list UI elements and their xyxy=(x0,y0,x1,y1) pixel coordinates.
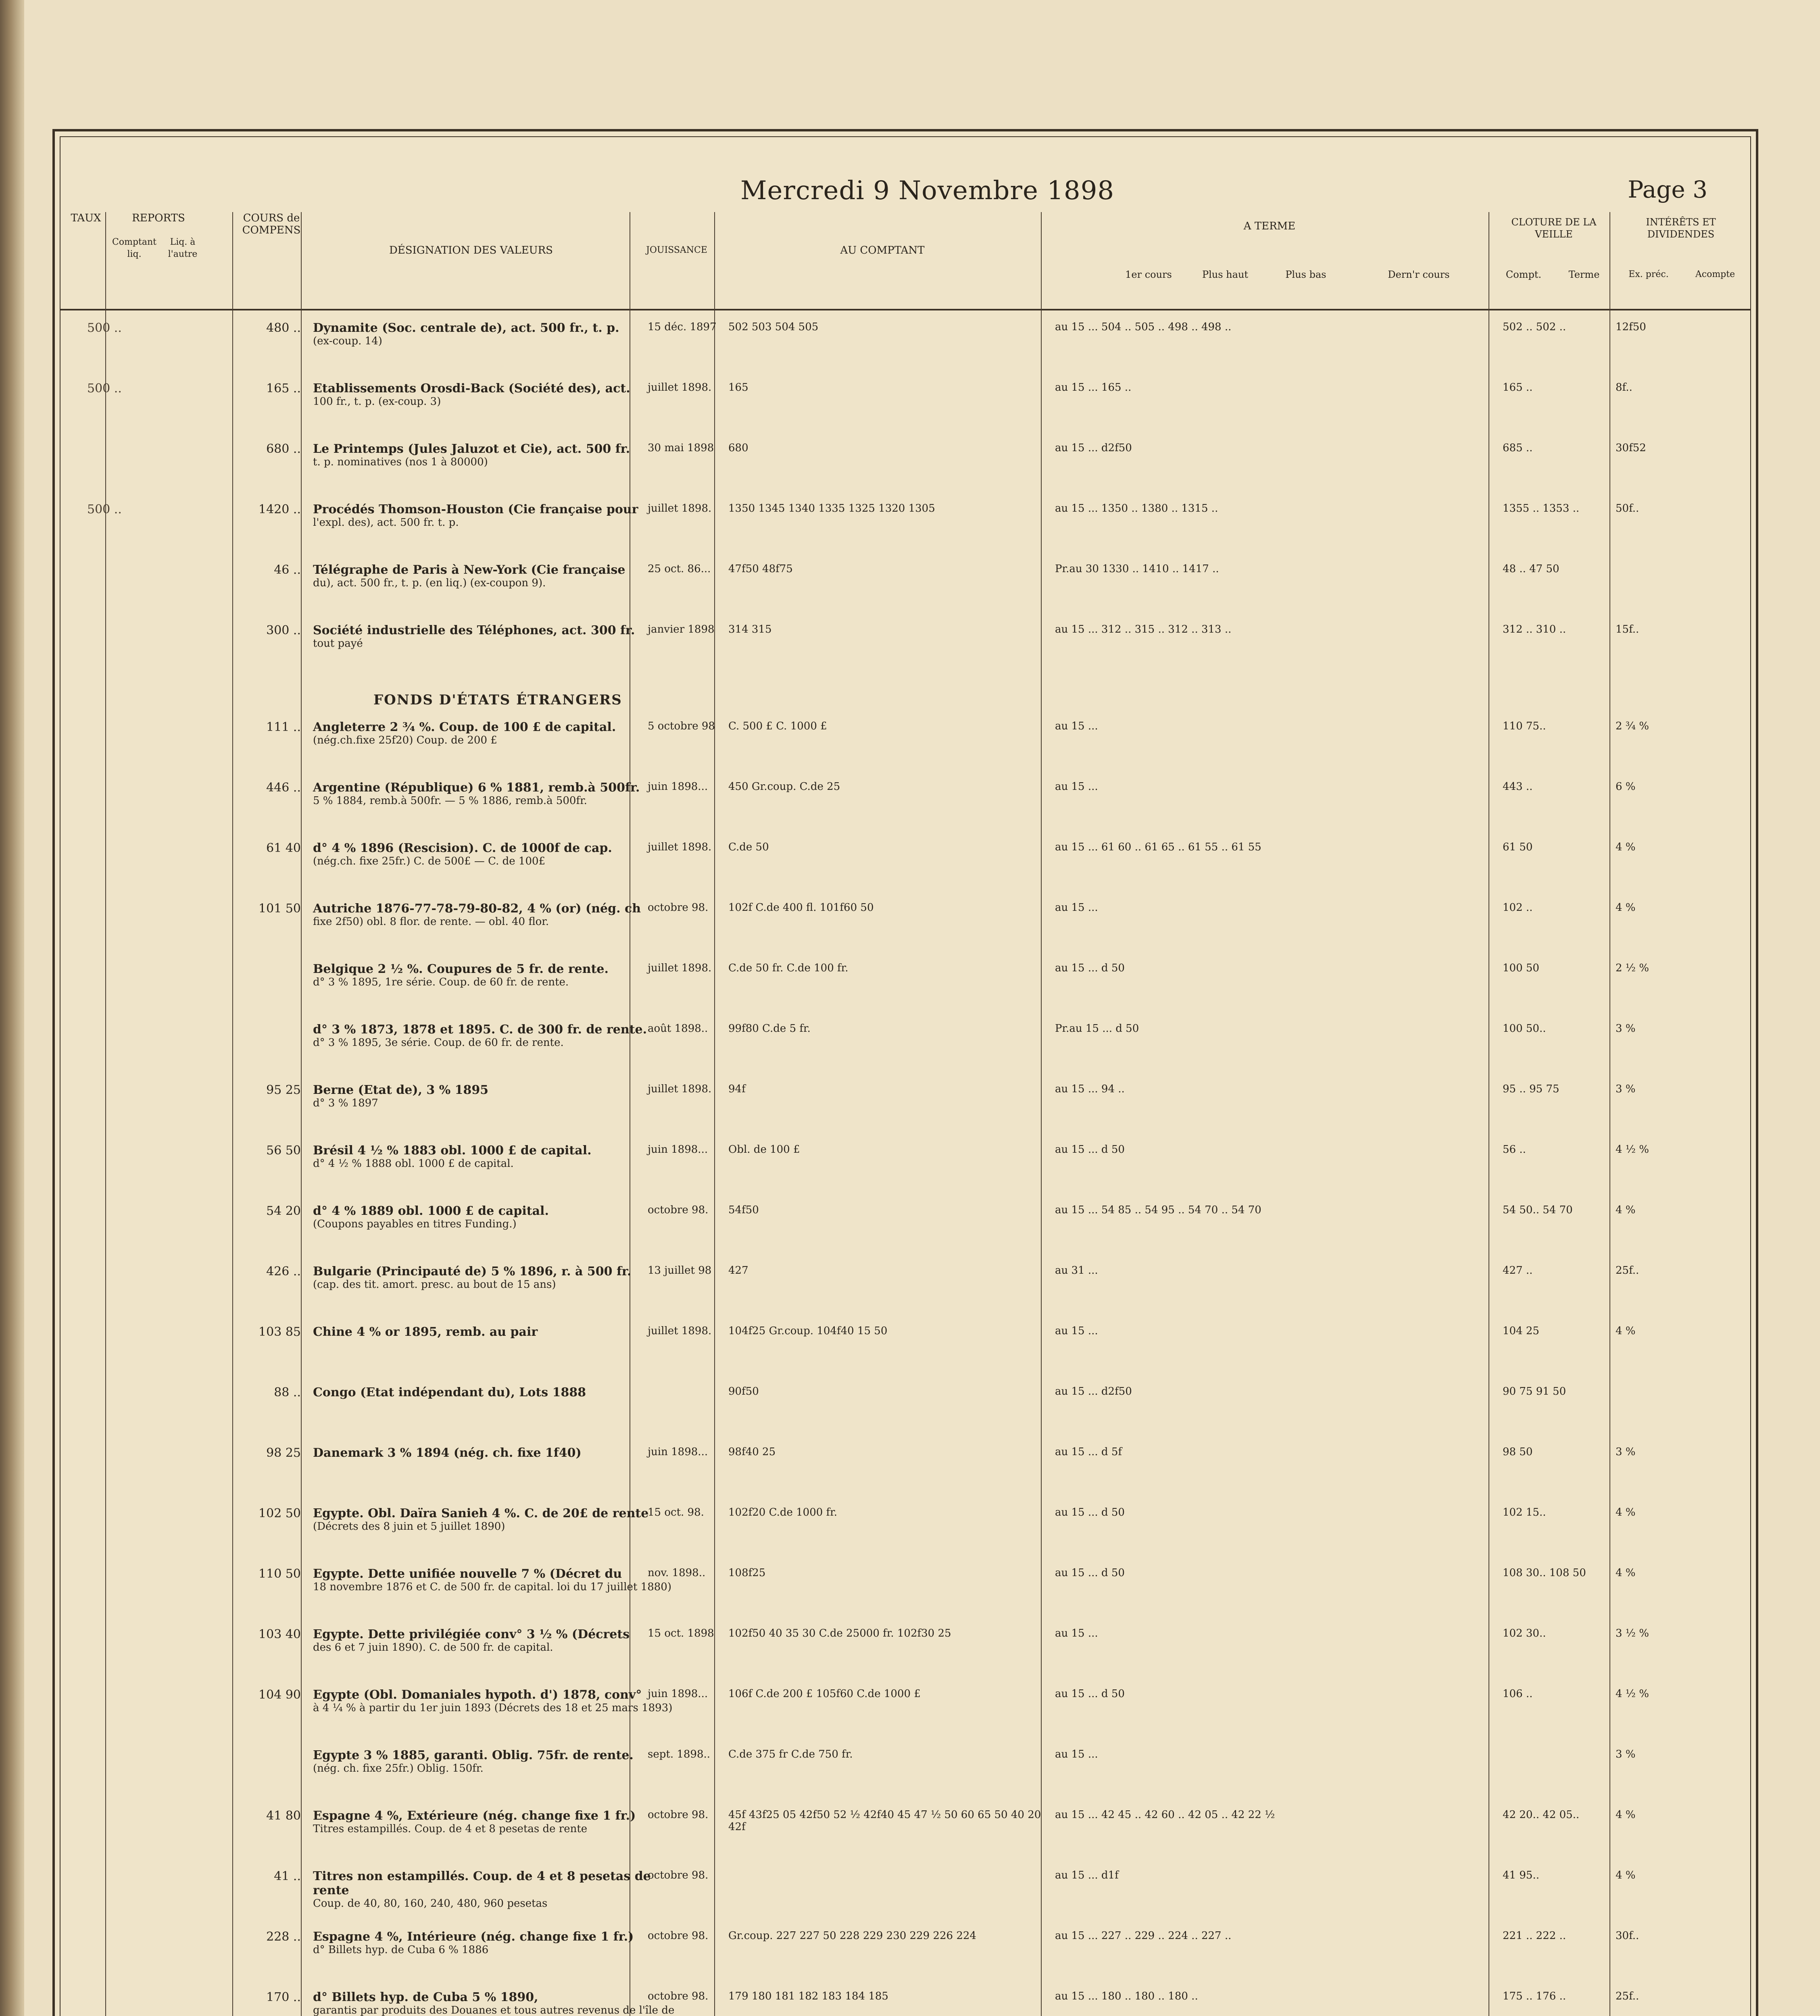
cloture-veille: 502 .. 502 .. xyxy=(1503,321,1566,333)
interets: 30f52 xyxy=(1616,442,1646,454)
terme-prices: au 15 ... d2f50 xyxy=(1055,442,1132,454)
terme-prices: au 15 ... d2f50 xyxy=(1055,1385,1132,1397)
terme-prices: au 15 ... d 50 xyxy=(1055,1143,1125,1156)
jouissance: octobre 98. xyxy=(648,1930,709,1942)
security-detail: d° Billets hyp. de Cuba 6 % 1886 xyxy=(313,1944,489,1956)
terme-prices: au 15 ... 165 .. xyxy=(1055,381,1132,394)
cours-compens: 98 25 xyxy=(266,1446,301,1460)
report-rate: 500 .. xyxy=(87,381,122,396)
interets: 4 % xyxy=(1616,1869,1636,1881)
cloture-veille: 175 .. 176 .. xyxy=(1503,1990,1566,2002)
designation xyxy=(313,1869,676,1910)
jouissance: 5 octobre 98 xyxy=(648,720,715,732)
designation xyxy=(313,1627,676,1654)
terme-prices: au 15 ... d1f xyxy=(1055,1869,1119,1881)
security-detail: (Décrets des 8 juin et 5 juillet 1890) xyxy=(313,1520,505,1533)
cloture-veille: 56 .. xyxy=(1503,1143,1526,1156)
cloture-veille: 48 .. 47 50 xyxy=(1503,563,1559,575)
cours-compens: 46 .. xyxy=(274,563,301,577)
jouissance: nov. 1898.. xyxy=(648,1567,706,1579)
col-plus-haut: Plus haut xyxy=(1202,269,1249,280)
jouissance: sept. 1898.. xyxy=(648,1748,711,1760)
interets: 4 ½ % xyxy=(1616,1688,1649,1700)
quotation-row xyxy=(67,1385,1744,1434)
interets: 4 % xyxy=(1616,1204,1636,1216)
terme-prices: au 15 ... xyxy=(1055,1627,1098,1639)
interets: 4 % xyxy=(1616,902,1636,914)
interets: 2 ¾ % xyxy=(1616,720,1649,732)
quotation-row xyxy=(67,1325,1744,1373)
comptant-prices: 165 xyxy=(728,381,748,394)
quotation-row xyxy=(67,841,1744,889)
security-name: Espagne 4 %, Extérieure (nég. change fixe 1 fr.) xyxy=(313,1809,636,1823)
designation xyxy=(313,381,676,408)
terme-prices: au 15 ... 312 .. 315 .. 312 .. 313 .. xyxy=(1055,623,1232,635)
col-liq-a-lautre: Liq. à l'autre xyxy=(168,237,198,259)
designation xyxy=(313,1506,676,1533)
interets: 25f.. xyxy=(1616,1264,1639,1277)
quotation-row xyxy=(67,623,1744,672)
cours-compens: 111 .. xyxy=(266,720,301,734)
cours-compens: 680 .. xyxy=(266,442,301,456)
cloture-veille: 102 15.. xyxy=(1503,1506,1546,1518)
quotation-row xyxy=(67,1204,1744,1252)
terme-prices: au 15 ... 54 85 .. 54 95 .. 54 70 .. 54 70 xyxy=(1055,1204,1261,1216)
jouissance: 15 oct. 1898 xyxy=(648,1627,714,1639)
interets: 3 % xyxy=(1616,1446,1636,1458)
quotation-row xyxy=(67,781,1744,829)
interets: 3 % xyxy=(1616,1748,1636,1760)
comptant-prices: C.de 50 xyxy=(728,841,769,853)
cours-compens: 41 80 xyxy=(266,1809,301,1823)
comptant-prices: C.de 375 fr C.de 750 fr. xyxy=(728,1748,853,1760)
comptant-prices: 102f20 C.de 1000 fr. xyxy=(728,1506,838,1518)
interets: 4 % xyxy=(1616,841,1636,853)
designation xyxy=(313,781,676,807)
cours-compens: 300 .. xyxy=(266,623,301,637)
terme-prices: au 15 ... 42 45 .. 42 60 .. 42 05 .. 42 22 ½ xyxy=(1055,1809,1275,1821)
designation xyxy=(313,1385,676,1400)
quotation-row xyxy=(67,321,1744,369)
jouissance: juillet 1898. xyxy=(648,962,712,974)
security-detail: 5 % 1884, remb.à 500fr. — 5 % 1886, remb.à 500fr. xyxy=(313,795,587,807)
security-detail: d° 3 % 1895, 1re série. Coup. de 60 fr. de rente. xyxy=(313,976,569,988)
quotation-row xyxy=(67,1506,1744,1555)
cloture-veille: 95 .. 95 75 xyxy=(1503,1083,1559,1095)
security-detail: tout payé xyxy=(313,637,363,650)
designation xyxy=(313,321,676,347)
comptant-prices: 680 xyxy=(728,442,748,454)
security-detail: 18 novembre 1876 et C. de 500 fr. de capital. loi du 17 juillet 1880) xyxy=(313,1581,671,1593)
col-dernier-cours: Dern'r cours xyxy=(1388,269,1450,280)
cours-compens: 102 50 xyxy=(259,1506,301,1520)
comptant-prices: 45f 43f25 05 42f50 52 ½ 42f40 45 47 ½ 50 60 65 50 40 20 42f xyxy=(728,1809,1041,1833)
security-name: Télégraphe de Paris à New-York (Cie française xyxy=(313,563,625,577)
security-name: Autriche 1876-77-78-79-80-82, 4 % (or) (nég. ch xyxy=(313,902,641,916)
comptant-prices: 502 503 504 505 xyxy=(728,321,819,333)
security-name: Egypte (Obl. Domaniales hypoth. d') 1878, conv° xyxy=(313,1688,642,1702)
interets: 4 % xyxy=(1616,1567,1636,1579)
security-name: Le Printemps (Jules Jaluzot et Cie), act. 500 fr. xyxy=(313,442,630,456)
jouissance: octobre 98. xyxy=(648,902,709,914)
security-detail: garantis par produits des Douanes et tous autres revenus de l'île de xyxy=(313,2004,675,2016)
cours-compens: 170 .. xyxy=(266,1990,301,2004)
designation xyxy=(313,1567,676,1593)
terme-prices: au 15 ... 227 .. 229 .. 224 .. 227 .. xyxy=(1055,1930,1232,1942)
security-detail: 100 fr., t. p. (ex-coup. 3) xyxy=(313,396,441,408)
interets: 15f.. xyxy=(1616,623,1639,635)
comptant-prices: 450 Gr.coup. C.de 25 xyxy=(728,781,840,793)
cloture-veille: 110 75.. xyxy=(1503,720,1546,732)
interets: 50f.. xyxy=(1616,502,1639,514)
security-name: d° 4 % 1889 obl. 1000 £ de capital. xyxy=(313,1204,549,1218)
comptant-prices: Obl. de 100 £ xyxy=(728,1143,800,1156)
comptant-prices: C. 500 £ C. 1000 £ xyxy=(728,720,827,732)
cours-compens: 480 .. xyxy=(266,321,301,335)
cours-compens: 95 25 xyxy=(266,1083,301,1097)
col-cours-compens: COURS de COMPENS xyxy=(242,212,301,236)
cours-compens: 426 .. xyxy=(266,1264,301,1279)
designation xyxy=(313,1325,676,1339)
jouissance: janvier 1898 xyxy=(648,623,715,635)
cloture-veille: 685 .. xyxy=(1503,442,1533,454)
col-au-comptant: AU COMPTANT xyxy=(840,244,925,256)
security-detail: du), act. 500 fr., t. p. (en liq.) (ex-coupon 9). xyxy=(313,577,546,589)
security-detail: d° 3 % 1895, 3e série. Coup. de 60 fr. de rente. xyxy=(313,1037,564,1049)
terme-prices: au 15 ... xyxy=(1055,1748,1098,1760)
report-rate: 500 .. xyxy=(87,502,122,516)
cours-compens: 56 50 xyxy=(266,1143,301,1158)
jouissance: octobre 98. xyxy=(648,1204,709,1216)
col-taux: TAUX xyxy=(71,212,101,224)
cours-compens: 101 50 xyxy=(259,902,301,916)
cloture-veille: 41 95.. xyxy=(1503,1869,1539,1881)
cloture-veille: 100 50.. xyxy=(1503,1023,1546,1035)
interets: 4 ½ % xyxy=(1616,1143,1649,1156)
interets: 25f.. xyxy=(1616,1990,1639,2002)
security-name: Egypte. Dette privilégiée conv° 3 ½ % (Décrets xyxy=(313,1627,630,1641)
security-name: Egypte 3 % 1885, garanti. Oblig. 75fr. de rente. xyxy=(313,1748,634,1762)
quotation-row xyxy=(67,1083,1744,1131)
jouissance: octobre 98. xyxy=(648,1809,709,1821)
designation xyxy=(313,962,676,988)
designation xyxy=(313,1204,676,1230)
security-detail: t. p. nominatives (nos 1 à 80000) xyxy=(313,456,488,468)
terme-prices: au 15 ... xyxy=(1055,720,1098,732)
jouissance: juillet 1898. xyxy=(648,1083,712,1095)
comptant-prices: 47f50 48f75 xyxy=(728,563,793,575)
designation xyxy=(313,1143,676,1170)
cours-compens: 41 .. xyxy=(274,1869,301,1883)
quotation-row xyxy=(67,1809,1744,1857)
cloture-veille: 54 50.. 54 70 xyxy=(1503,1204,1573,1216)
col-terme: Terme xyxy=(1568,269,1600,280)
security-name: Etablissements Orosdi-Back (Société des), act. xyxy=(313,381,630,396)
cours-compens: 110 50 xyxy=(259,1567,301,1581)
security-detail: l'expl. des), act. 500 fr. t. p. xyxy=(313,516,459,529)
quotation-row xyxy=(67,1264,1744,1313)
price-sheet xyxy=(52,129,1758,2016)
terme-prices: Pr.au 30 1330 .. 1410 .. 1417 .. xyxy=(1055,563,1219,575)
cours-compens: 165 .. xyxy=(266,381,301,396)
comptant-prices: Gr.coup. 227 227 50 228 229 230 229 226 224 xyxy=(728,1930,976,1942)
cours-compens: 446 .. xyxy=(266,781,301,795)
designation xyxy=(313,1930,676,1956)
designation xyxy=(313,1990,676,2016)
jouissance: juin 1898... xyxy=(648,1688,708,1700)
jouissance: juillet 1898. xyxy=(648,381,712,394)
cours-compens: 228 .. xyxy=(266,1930,301,1944)
jouissance: juin 1898... xyxy=(648,1143,708,1156)
interets: 4 % xyxy=(1616,1506,1636,1518)
comptant-prices: 99f80 C.de 5 fr. xyxy=(728,1023,811,1035)
security-name: Espagne 4 %, Intérieure (nég. change fixe 1 fr.) xyxy=(313,1930,634,1944)
jouissance: juillet 1898. xyxy=(648,502,712,514)
quotation-row xyxy=(67,442,1744,490)
interets: 3 % xyxy=(1616,1083,1636,1095)
col-a-terme: A TERME xyxy=(1243,220,1296,232)
cloture-veille: 100 50 xyxy=(1503,962,1539,974)
jouissance: octobre 98. xyxy=(648,1990,709,2002)
interets: 2 ½ % xyxy=(1616,962,1649,974)
cloture-veille: 102 30.. xyxy=(1503,1627,1546,1639)
security-name: Danemark 3 % 1894 (nég. ch. fixe 1f40) xyxy=(313,1446,582,1460)
designation xyxy=(313,841,676,867)
security-name: Titres non estampillés. Coup. de 4 et 8 pesetas de rente xyxy=(313,1869,651,1897)
designation xyxy=(313,1748,676,1774)
cloture-veille: 165 .. xyxy=(1503,381,1533,394)
security-name: Bulgarie (Principauté de) 5 % 1896, r. à 500 fr. xyxy=(313,1264,632,1279)
quotation-row xyxy=(67,1748,1744,1797)
jouissance: octobre 98. xyxy=(648,1869,709,1881)
quotation-row xyxy=(67,720,1744,768)
designation xyxy=(313,902,676,928)
comptant-prices: 54f50 xyxy=(728,1204,759,1216)
security-detail: (cap. des tit. amort. presc. au bout de 15 ans) xyxy=(313,1279,556,1291)
security-detail: (nég. ch. fixe 25fr.) Oblig. 150fr. xyxy=(313,1762,484,1774)
designation xyxy=(313,1264,676,1291)
comptant-prices: C.de 50 fr. C.de 100 fr. xyxy=(728,962,848,974)
security-name: Egypte. Obl. Daïra Sanieh 4 %. C. de 20£ de rente xyxy=(313,1506,649,1520)
quotation-row xyxy=(67,563,1744,611)
cours-compens: 103 85 xyxy=(259,1325,301,1339)
terme-prices: au 15 ... xyxy=(1055,902,1098,914)
quotation-row xyxy=(67,1869,1744,1918)
jouissance: juillet 1898. xyxy=(648,1325,712,1337)
terme-prices: au 15 ... xyxy=(1055,1325,1098,1337)
quotation-row xyxy=(67,1567,1744,1615)
designation xyxy=(313,623,676,650)
jouissance: 15 oct. 98. xyxy=(648,1506,704,1518)
jouissance: 25 oct. 86... xyxy=(648,563,711,575)
security-name: Chine 4 % or 1895, remb. au pair xyxy=(313,1325,538,1339)
comptant-prices: 179 180 181 182 183 184 185 xyxy=(728,1990,888,2002)
designation xyxy=(313,1023,676,1049)
col-jouissance: JOUISSANCE xyxy=(646,245,707,255)
security-name: d° 3 % 1873, 1878 et 1895. C. de 300 fr. de rente. xyxy=(313,1023,647,1037)
col-reports: REPORTS xyxy=(132,212,185,224)
cloture-veille: 221 .. 222 .. xyxy=(1503,1930,1566,1942)
section-heading: FONDS D'ÉTATS ÉTRANGERS xyxy=(373,692,622,708)
security-name: d° Billets hyp. de Cuba 5 % 1890, xyxy=(313,1990,538,2004)
comptant-prices: 102f50 40 35 30 C.de 25000 fr. 102f30 25 xyxy=(728,1627,951,1639)
security-name: Société industrielle des Téléphones, act. 300 fr. xyxy=(313,623,635,637)
security-detail: d° 4 ½ % 1888 obl. 1000 £ de capital. xyxy=(313,1158,514,1170)
comptant-prices: 106f C.de 200 £ 105f60 C.de 1000 £ xyxy=(728,1688,921,1700)
col-interets: INTÉRÊTS ET DIVIDENDES xyxy=(1646,217,1716,240)
cloture-veille: 427 .. xyxy=(1503,1264,1533,1277)
interets: 4 % xyxy=(1616,1325,1636,1337)
interets: 3 % xyxy=(1616,1023,1636,1035)
quotation-row xyxy=(67,1627,1744,1676)
security-detail: à 4 ¼ % à partir du 1er juin 1893 (Décrets des 18 et 25 mars 1893) xyxy=(313,1702,673,1714)
quotation-row xyxy=(67,381,1744,430)
cloture-veille: 90 75 91 50 xyxy=(1503,1385,1566,1397)
terme-prices: au 15 ... d 50 xyxy=(1055,1688,1125,1700)
jouissance: 15 déc. 1897 xyxy=(648,321,717,333)
security-name: Brésil 4 ½ % 1883 obl. 1000 £ de capital. xyxy=(313,1143,592,1158)
security-detail: des 6 et 7 juin 1890). C. de 500 fr. de capital. xyxy=(313,1641,553,1654)
cloture-veille: 312 .. 310 .. xyxy=(1503,623,1566,635)
security-name: Argentine (République) 6 % 1881, remb.à 500fr. xyxy=(313,781,640,795)
terme-prices: au 15 ... d 50 xyxy=(1055,1506,1125,1518)
security-detail: (ex-coup. 14) xyxy=(313,335,382,347)
interets: 4 % xyxy=(1616,1809,1636,1821)
col-ex-prec: Ex. préc. xyxy=(1628,269,1669,279)
comptant-prices: 104f25 Gr.coup. 104f40 15 50 xyxy=(728,1325,888,1337)
terme-prices: au 15 ... d 50 xyxy=(1055,1567,1125,1579)
security-detail: fixe 2f50) obl. 8 flor. de rente. — obl. 40 flor. xyxy=(313,916,549,928)
security-name: Angleterre 2 ¾ %. Coup. de 100 £ de capital. xyxy=(313,720,616,734)
designation xyxy=(313,1809,676,1835)
interets: 8f.. xyxy=(1616,381,1632,394)
cours-compens: 104 90 xyxy=(259,1688,301,1702)
jouissance: juin 1898... xyxy=(648,781,708,793)
terme-prices: au 15 ... 61 60 .. 61 65 .. 61 55 .. 61 55 xyxy=(1055,841,1261,853)
quotation-row xyxy=(67,1930,1744,1978)
security-detail: (nég.ch. fixe 25fr.) C. de 500£ — C. de 100£ xyxy=(313,855,546,867)
cloture-veille: 98 50 xyxy=(1503,1446,1533,1458)
security-detail: (Coupons payables en titres Funding.) xyxy=(313,1218,517,1230)
security-detail: (nég.ch.fixe 25f20) Coup. de 200 £ xyxy=(313,734,497,746)
page-date: Mercredi 9 Novembre 1898 xyxy=(740,176,1115,206)
jouissance: août 1898.. xyxy=(648,1023,708,1035)
terme-prices: au 15 ... 180 .. 180 .. 180 .. xyxy=(1055,1990,1198,2002)
quotation-row xyxy=(67,1446,1744,1494)
terme-prices: au 15 ... 1350 .. 1380 .. 1315 .. xyxy=(1055,502,1218,514)
col-compt: Compt. xyxy=(1505,269,1542,280)
cours-compens: 88 .. xyxy=(274,1385,301,1400)
cloture-veille: 1355 .. 1353 .. xyxy=(1503,502,1580,514)
page-number: Page 3 xyxy=(1628,176,1707,203)
col-plus-bas: Plus bas xyxy=(1285,269,1326,280)
security-name: Dynamite (Soc. centrale de), act. 500 fr., t. p. xyxy=(313,321,619,335)
jouissance: juin 1898... xyxy=(648,1446,708,1458)
comptant-prices: 94f xyxy=(728,1083,746,1095)
jouissance: 30 mai 1898 xyxy=(648,442,714,454)
col-designation: DÉSIGNATION DES VALEURS xyxy=(389,244,553,256)
comptant-prices: 1350 1345 1340 1335 1325 1320 1305 xyxy=(728,502,935,514)
cloture-veille: 102 .. xyxy=(1503,902,1533,914)
col-comptant-liq: Comptant liq. xyxy=(112,237,156,259)
cloture-veille: 104 25 xyxy=(1503,1325,1539,1337)
jouissance: juillet 1898. xyxy=(648,841,712,853)
security-detail: Coup. de 40, 80, 160, 240, 480, 960 pesetas xyxy=(313,1897,548,1910)
cours-compens: 54 20 xyxy=(266,1204,301,1218)
designation xyxy=(313,1688,676,1714)
col-cloture: CLOTURE DE LA VEILLE xyxy=(1511,217,1597,240)
security-detail: d° 3 % 1897 xyxy=(313,1097,378,1109)
security-name: Procédés Thomson-Houston (Cie française pour xyxy=(313,502,638,516)
cloture-veille: 443 .. xyxy=(1503,781,1533,793)
security-name: Congo (Etat indépendant du), Lots 1888 xyxy=(313,1385,586,1400)
security-detail: Titres estampillés. Coup. de 4 et 8 pesetas de rente xyxy=(313,1823,588,1835)
column-headers xyxy=(60,212,1751,310)
terme-prices: au 15 ... d 50 xyxy=(1055,962,1125,974)
quotation-row xyxy=(67,1143,1744,1192)
quotation-row xyxy=(67,902,1744,950)
interets: 30f.. xyxy=(1616,1930,1639,1942)
quotation-row xyxy=(67,962,1744,1010)
designation xyxy=(313,563,676,589)
designation xyxy=(313,442,676,468)
col-premier-cours: 1er cours xyxy=(1125,269,1172,280)
terme-prices: au 15 ... d 5f xyxy=(1055,1446,1122,1458)
designation xyxy=(313,1446,676,1460)
quotation-row xyxy=(67,1688,1744,1736)
cloture-veille: 108 30.. 108 50 xyxy=(1503,1567,1586,1579)
security-name: Berne (Etat de), 3 % 1895 xyxy=(313,1083,489,1097)
cours-compens: 1420 .. xyxy=(259,502,301,516)
designation xyxy=(313,720,676,746)
designation xyxy=(313,502,676,529)
terme-prices: au 15 ... 94 .. xyxy=(1055,1083,1125,1095)
comptant-prices: 314 315 xyxy=(728,623,772,635)
report-rate: 500 .. xyxy=(87,321,122,335)
comptant-prices: 108f25 xyxy=(728,1567,766,1579)
designation xyxy=(313,1083,676,1109)
col-acompte: Acompte xyxy=(1695,269,1735,279)
comptant-prices: 90f50 xyxy=(728,1385,759,1397)
cours-compens: 61 40 xyxy=(266,841,301,855)
quotation-row xyxy=(67,1990,1744,2016)
cloture-veille: 106 .. xyxy=(1503,1688,1533,1700)
book-spine xyxy=(0,0,24,2016)
quotation-row xyxy=(67,1023,1744,1071)
security-name: Egypte. Dette unifiée nouvelle 7 % (Décret du xyxy=(313,1567,622,1581)
terme-prices: au 31 ... xyxy=(1055,1264,1098,1277)
cloture-veille: 42 20.. 42 05.. xyxy=(1503,1809,1580,1821)
comptant-prices: 98f40 25 xyxy=(728,1446,776,1458)
interets: 12f50 xyxy=(1616,321,1646,333)
quotation-row xyxy=(67,502,1744,551)
terme-prices: au 15 ... 504 .. 505 .. 498 .. 498 .. xyxy=(1055,321,1232,333)
security-name: Belgique 2 ½ %. Coupures de 5 fr. de rente. xyxy=(313,962,609,976)
interets: 6 % xyxy=(1616,781,1636,793)
security-name: d° 4 % 1896 (Rescision). C. de 1000f de cap. xyxy=(313,841,612,855)
comptant-prices: 427 xyxy=(728,1264,748,1277)
comptant-prices: 102f C.de 400 fl. 101f60 50 xyxy=(728,902,874,914)
interets: 3 ½ % xyxy=(1616,1627,1649,1639)
terme-prices: au 15 ... xyxy=(1055,781,1098,793)
cloture-veille: 61 50 xyxy=(1503,841,1533,853)
jouissance: 13 juillet 98 xyxy=(648,1264,712,1277)
cours-compens: 103 40 xyxy=(259,1627,301,1641)
terme-prices: Pr.au 15 ... d 50 xyxy=(1055,1023,1139,1035)
